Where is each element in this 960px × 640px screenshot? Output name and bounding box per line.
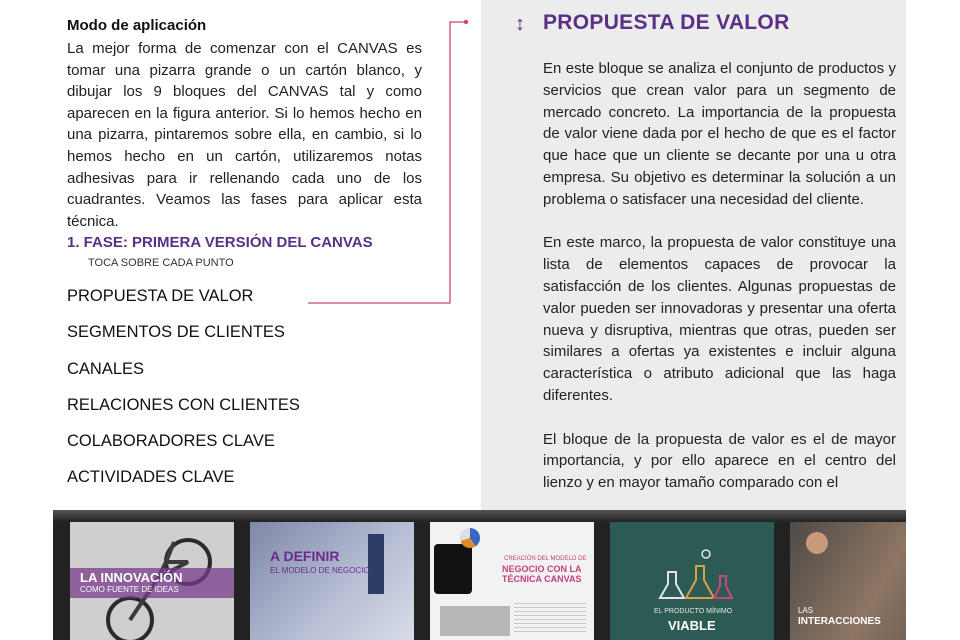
phone-photo — [434, 544, 472, 594]
office-photo — [250, 522, 414, 640]
detail-panel — [481, 0, 906, 510]
mode-title: Modo de aplicación — [67, 17, 207, 34]
menu-item-segmentos-de-clientes[interactable]: SEGMENTOS DE CLIENTES — [67, 323, 285, 342]
detail-paragraph: En este bloque se analiza el conjunto de productos y servicios que crean valor para un segmento de mercado concreto. La importancia de la propuesta de valor viene dada por el hecho de que es el factor que hace que un cliente se decante por una u otra empresa. Su objetivo es determinar la solución a un problema o satisfacer una necesidad del cliente. — [543, 60, 896, 208]
thumbnail-definir[interactable] — [250, 522, 414, 640]
detail-paragraph: En este marco, la propuesta de valor constituye una lista de elementos capaces de provocar la satisfacción de los clientes. Algunas propuestas de valor pueden ser innovadoras y presentar una oferta nueva y disruptiva, mientras que otras, pueden ser similares a ofertas ya existentes e incluir alguna característica o atributo adicional que las haga diferentes. — [543, 234, 896, 404]
menu-item-propuesta-de-valor[interactable]: PROPUESTA DE VALOR — [67, 287, 254, 305]
expand-vertical-icon[interactable]: ↕ — [515, 13, 525, 35]
thumbnail-subtitle: LAS — [798, 606, 814, 615]
pie-sticker — [460, 528, 480, 548]
detail-title: PROPUESTA DE VALOR — [543, 11, 790, 34]
thumbnail-viable[interactable] — [610, 522, 774, 640]
phase-title: 1. FASE: PRIMERA VERSIÓN DEL CANVAS — [67, 234, 373, 251]
face-photo — [806, 532, 828, 554]
thumbnail-subtitle: EL PRODUCTO MÍNIMO — [654, 608, 733, 615]
intro-text: La mejor forma de comenzar con el CANVAS es tomar una pizarra grande o un cartón blanco, y dibujar los 9 bloques del CANVAS tal y como aparecen en la figura anterior. Si lo hemos hecho en una pizarra, pintaremos sobre ella, en cambio, si lo hemos hecho en un cartón, utilizaremos notas adhesivas para ir rellenando cada uno de los cuadrantes. Veamos las fases para aplicar esta técnica. — [67, 40, 422, 230]
thumbnail-strip — [53, 510, 906, 640]
detail-paragraph: El bloque de la propuesta de valor es el de mayor importancia, y por ello aparece en el centro del lienzo y en mayor tamaño comparado con el — [543, 430, 896, 492]
menu-item-colaboradores-clave[interactable]: COLABORADORES CLAVE — [67, 432, 275, 451]
menu-item-actividades-clave[interactable]: ACTIVIDADES CLAVE — [67, 468, 235, 487]
menu-item-relaciones-con-clientes[interactable]: RELACIONES CON CLIENTES — [67, 395, 300, 414]
thumbnail-subtitle: CREACIÓN DEL MODELO DE — [504, 556, 587, 562]
thumbnail-subtitle: COMO FUENTE DE IDEAS — [80, 585, 179, 594]
thumbnail-title: NEGOCIO CON LA TÉCNICA CANVAS — [502, 564, 582, 584]
text-lines — [514, 600, 586, 634]
person-silhouette — [368, 534, 384, 594]
thumbnail-title: LA INNOVACIÓN — [80, 570, 183, 585]
phase-menu — [67, 287, 300, 505]
thumbnail-interacciones[interactable] — [790, 522, 906, 640]
thumbnail-subtitle: EL MODELO DE NEGOCIO — [270, 566, 370, 575]
phase-hint: TOCA SOBRE CADA PUNTO — [88, 257, 234, 269]
left-panel — [53, 0, 481, 510]
thumbnail-innovacion[interactable] — [70, 522, 234, 640]
detail-body — [543, 58, 896, 510]
thumbnail-canvas[interactable] — [430, 522, 594, 640]
strip-shadow — [53, 510, 906, 522]
thumbnail-title: INTERACCIONES — [798, 616, 881, 627]
laptop-photo — [440, 606, 510, 636]
thumbnail-title: A DEFINIR — [270, 548, 340, 564]
thumbnail-title: VIABLE — [668, 618, 716, 633]
menu-item-canales[interactable]: CANALES — [67, 359, 145, 378]
